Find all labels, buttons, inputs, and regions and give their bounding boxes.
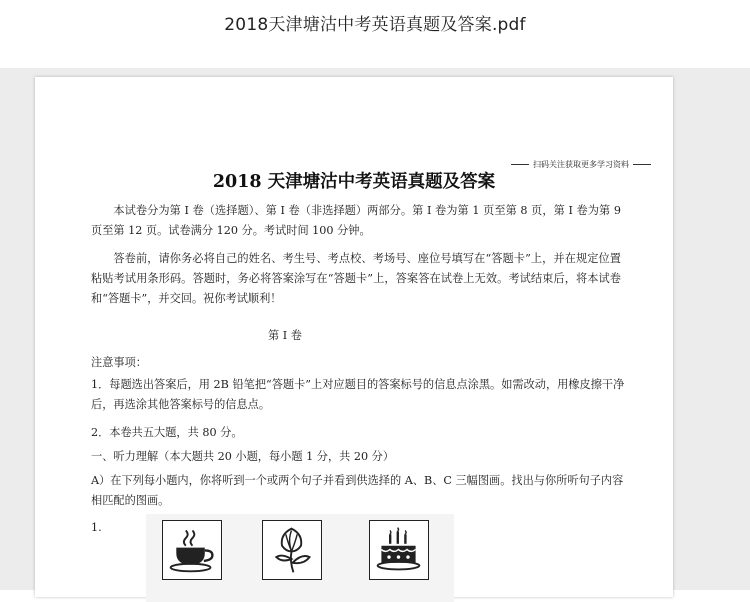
part-1-heading: 一、听力理解（本大题共 20 小题，每小题 1 分，共 20 分） bbox=[91, 450, 395, 463]
file-title: 2018天津塘沽中考英语真题及答案.pdf bbox=[224, 15, 526, 35]
note-1: 1．每题选出答案后，用 2B 铅笔把“答题卡”上对应题目的答案标号的信息点涂黑。如需改动，用橡皮擦干净后，再选涂其他答案标号的信息点。 bbox=[91, 378, 625, 411]
section-title: 第 I 卷 bbox=[268, 329, 302, 342]
birthday-cake-icon bbox=[369, 520, 429, 580]
viewer-header bbox=[0, 0, 750, 68]
flower-icon bbox=[262, 520, 322, 580]
note-2: 2．本卷共五大题，共 80 分。 bbox=[91, 426, 243, 439]
question-number: 1. bbox=[91, 521, 102, 534]
notes-title: 注意事项： bbox=[91, 356, 147, 369]
pdf-page bbox=[35, 77, 673, 597]
intro-paragraph-2: 答卷前，请你务必将自己的姓名、考生号、考点校、考场号、座位号填写在“答题卡”上，并在规定位置粘贴考试用条形码。答题时，务必将答案涂写在“答题卡”上，答案答在试卷上无效。考试结束后，将本试卷和“答题卡”，并交回。祝你考试顺利！ bbox=[91, 252, 621, 305]
banner-text: 扫码关注获取更多学习资料 bbox=[533, 160, 629, 169]
part-1-a-instructions: A）在下列每小题内，你将听到一个或两个句子并看到供选择的 A、B、C 三幅图画。找出与你所听句子内容相匹配的图画。 bbox=[91, 474, 624, 507]
document-title: 2018 天津塘沽中考英语真题及答案 bbox=[212, 172, 496, 192]
banner-line-right bbox=[633, 164, 651, 165]
banner-line-left bbox=[511, 164, 529, 165]
coffee-cup-icon bbox=[162, 520, 222, 580]
pdf-viewer[interactable] bbox=[0, 68, 750, 590]
question-pictures bbox=[146, 514, 454, 602]
intro-paragraph-1: 本试卷分为第 I 卷（选择题）、第 I 卷（非选择题）两部分。第 I 卷为第 1 页至第 8 页，第 I 卷为第 9 页至第 12 页。试卷满分 120 分。考试时间 100 分钟。 bbox=[91, 204, 621, 237]
